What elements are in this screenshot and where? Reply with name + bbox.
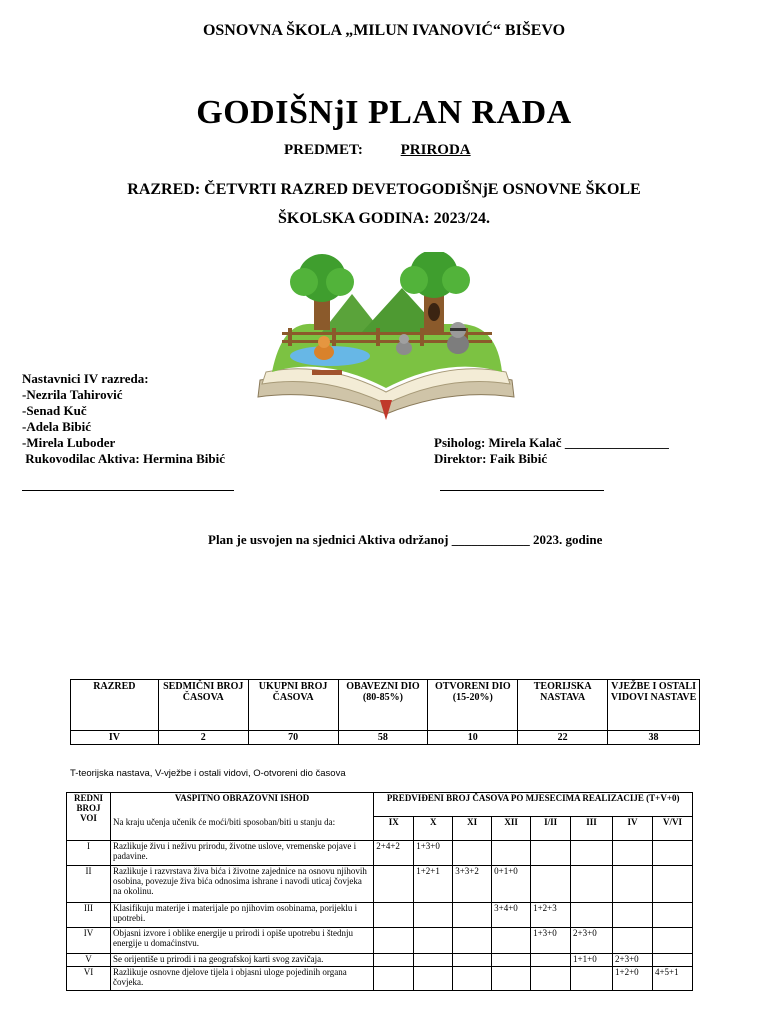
subject-label: PREDMET: [284, 142, 363, 158]
col-months-header: PREDVIĐENI BROJ ČASOVA PO MJESECIMA REALIZACIJE (T+V+0) [374, 793, 693, 817]
month-cell [374, 967, 414, 991]
month-cell [492, 954, 531, 967]
month-header: IX [374, 817, 414, 841]
teachers-block [22, 371, 225, 467]
document-title: GODIŠNjI PLAN RADA [196, 94, 572, 131]
month-cell [453, 928, 492, 954]
month-cell: 2+3+0 [571, 928, 613, 954]
month-cell: 1+3+0 [531, 928, 571, 954]
summary-header: RAZRED [71, 680, 159, 731]
adoption-statement: Plan je usvojen na sjednici Aktiva održanoj ____________ 2023. godine [208, 532, 603, 547]
outcome-text: Objasni izvore i oblike energije u prirodi i opiše upotrebu i štednju energije u domaćinstvu. [110, 928, 373, 954]
month-cell [571, 841, 613, 866]
summary-cell: 58 [338, 731, 428, 745]
teachers-heading: Nastavnici IV razreda: [22, 371, 149, 386]
outcome-text: Se orijentiše u prirodi i na geografskoj karti svog zavičaja. [110, 954, 373, 967]
outcome-text: Klasifikuju materije i materijale po njihovim osobinama, porijeklu i upotrebi. [110, 903, 373, 928]
summary-cell: 22 [518, 731, 608, 745]
row-number: I [67, 841, 111, 866]
outcome-text: Razlikuje živu i neživu prirodu, životne uslove, vremenske pojave i padavine. [110, 841, 373, 866]
table-row [67, 967, 693, 991]
row-number: II [67, 866, 111, 903]
month-cell [453, 841, 492, 866]
summary-cell: 38 [608, 731, 700, 745]
month-header: XI [453, 817, 492, 841]
director: Direktor: Faik Bibić [434, 451, 548, 466]
outcome-text: Razlikuje i razvrstava živa bića i životne zajednice na osnovu njihovih osobina, povezuje živa bića odnosima ishrane i navodi uticaj čovjeka na okolinu. [110, 866, 373, 903]
month-header: I/II [531, 817, 571, 841]
month-cell [531, 866, 571, 903]
month-cell [571, 866, 613, 903]
teacher-name: -Mirela Luboder [22, 435, 116, 450]
month-cell [414, 903, 453, 928]
summary-header: UKUPNI BROJ ČASOVA [248, 680, 338, 731]
summary-header: OBAVEZNI DIO (80-85%) [338, 680, 428, 731]
teacher-name: -Nezrila Tahirović [22, 387, 123, 402]
summary-cell: IV [71, 731, 159, 745]
table-row [67, 954, 693, 967]
month-cell: 4+5+1 [652, 967, 692, 991]
month-cell [571, 967, 613, 991]
month-cell: 1+2+3 [531, 903, 571, 928]
month-header: IV [613, 817, 653, 841]
month-cell [613, 841, 653, 866]
month-cell [374, 903, 414, 928]
month-cell [414, 928, 453, 954]
month-cell [492, 967, 531, 991]
summary-cell: 2 [158, 731, 248, 745]
outcome-text: Razlikuje osnovne djelove tijela i objasni uloge pojedinih organa čovjeka. [110, 967, 373, 991]
summary-header: SEDMIČNI BROJ ČASOVA [158, 680, 248, 731]
month-cell [453, 903, 492, 928]
month-cell [453, 967, 492, 991]
month-cell [652, 928, 692, 954]
psychologist: Psiholog: Mirela Kalač ________________ [434, 435, 669, 450]
col-num-header: REDNI BROJ VOI [67, 793, 111, 841]
month-header: V/VI [652, 817, 692, 841]
month-cell [613, 928, 653, 954]
month-cell: 2+4+2 [374, 841, 414, 866]
month-cell [492, 841, 531, 866]
summary-cell: 10 [428, 731, 518, 745]
teacher-name: -Senad Kuč [22, 403, 87, 418]
month-cell [374, 928, 414, 954]
summary-header: OTVORENI DIO (15-20%) [428, 680, 518, 731]
month-header: III [571, 817, 613, 841]
teacher-name: -Adela Bibić [22, 419, 91, 434]
legend-note: T-teorijska nastava, V-vježbe i ostali vidovi, O-otvoreni dio časova [70, 768, 346, 779]
row-number: III [67, 903, 111, 928]
subject-value: PRIRODA [400, 142, 471, 158]
month-cell: 3+4+0 [492, 903, 531, 928]
school-year: ŠKOLSKA GODINA: 2023/24. [277, 210, 491, 227]
month-cell: 1+1+0 [571, 954, 613, 967]
summary-header: VJEŽBE I OSTALI VIDOVI NASTAVE [608, 680, 700, 731]
month-cell [531, 954, 571, 967]
month-cell [652, 954, 692, 967]
month-cell [531, 841, 571, 866]
month-cell: 0+1+0 [492, 866, 531, 903]
table-row [67, 928, 693, 954]
table-row [67, 866, 693, 903]
month-header: XII [492, 817, 531, 841]
month-header: X [414, 817, 453, 841]
staff-block [434, 435, 669, 467]
month-cell [374, 866, 414, 903]
month-cell [453, 954, 492, 967]
month-cell [492, 928, 531, 954]
month-cell: 2+3+0 [613, 954, 653, 967]
col-outcome-header: VASPITNO OBRAZOVNI ISHOD [110, 793, 373, 817]
book-nature-illustration [252, 252, 520, 420]
summary-table [70, 679, 700, 745]
row-number: IV [67, 928, 111, 954]
month-cell: 1+3+0 [414, 841, 453, 866]
month-cell: 1+2+0 [613, 967, 653, 991]
month-cell [414, 967, 453, 991]
signature-line-left [22, 490, 234, 491]
plan-table [66, 792, 693, 991]
month-cell [613, 903, 653, 928]
subject-row [284, 142, 471, 159]
month-cell [652, 866, 692, 903]
month-cell [374, 954, 414, 967]
table-row [67, 841, 693, 866]
summary-header: TEORIJSKA NASTAVA [518, 680, 608, 731]
month-cell [613, 866, 653, 903]
school-name: OSNOVNA ŠKOLA „MILUN IVANOVIĆ“ BIŠEVO [202, 22, 566, 39]
month-cell [571, 903, 613, 928]
aktiv-leader: Rukovodilac Aktiva: Hermina Bibić [22, 451, 225, 466]
row-number: V [67, 954, 111, 967]
month-cell [652, 903, 692, 928]
month-cell [531, 967, 571, 991]
summary-cell: 70 [248, 731, 338, 745]
month-cell: 3+3+2 [453, 866, 492, 903]
month-cell: 1+2+1 [414, 866, 453, 903]
signature-line-right [440, 490, 604, 491]
row-number: VI [67, 967, 111, 991]
month-cell [414, 954, 453, 967]
table-row [67, 903, 693, 928]
month-cell [652, 841, 692, 866]
outcome-intro: Na kraju učenja učenik će moći/biti sposoban/biti u stanju da: [110, 817, 373, 841]
grade-heading: RAZRED: ČETVRTI RAZRED DEVETOGODIŠNjE OSNOVNE ŠKOLE [127, 181, 641, 198]
